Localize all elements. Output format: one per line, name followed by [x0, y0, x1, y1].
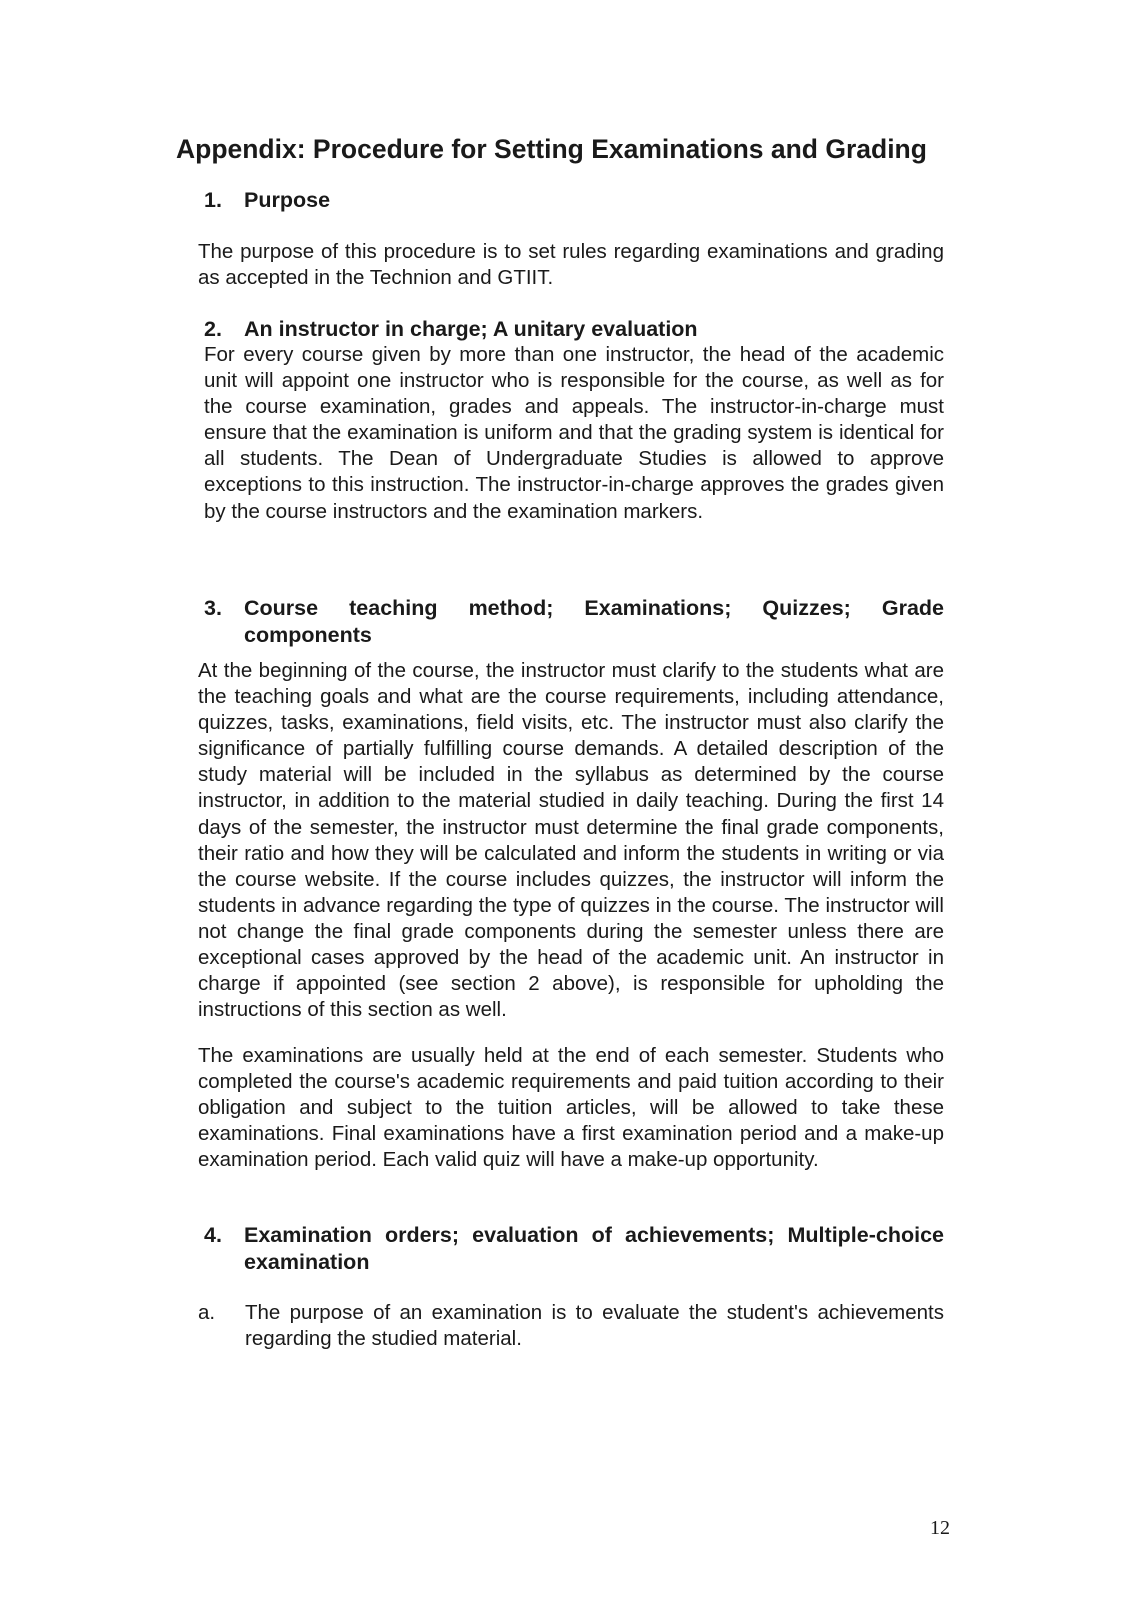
section-3-paragraph-2: The examinations are usually held at the end of each semester. Students who completed the course's academic requirements and paid tuition according to their obligation and subject to the tuition articles, will be allowed to take these examinations. Final examinations have a first examination period and a make-up examination period. Each valid quiz will have a make-up opportunity.: [198, 1044, 944, 1172]
section-2-title: An instructor in charge; A unitary evaluation: [244, 317, 698, 341]
section-1-title: Purpose: [244, 188, 331, 212]
section-4-heading: [204, 1222, 944, 1276]
item-letter: a.: [198, 1301, 216, 1324]
section-4-item-a: [198, 1300, 944, 1352]
page-title: Appendix: Procedure for Setting Examinations and Grading: [176, 134, 927, 164]
section-3-paragraph-1: At the beginning of the course, the instructor must clarify to the students what are the teaching goals and what are the course requirements, including attendance, quizzes, tasks, examinations, field visits, etc. The instructor must also clarify the significance of partially fulfilling course demands. A detailed description of the study material will be included in the syllabus as determined by the course instructor, in addition to the material studied in daily teaching. During the first 14 days of the semester, the instructor must determine the final grade components, their ratio and how they will be calculated and inform the students in writing or via the course website. If the course includes quizzes, the instructor will inform the students in advance regarding the type of quizzes in the course. The instructor will not change the final grade components during the semester unless there are exceptional cases approved by the head of the academic unit. An instructor in charge if appointed (see section 2 above), is responsible for upholding the instructions of this section as well.: [198, 659, 944, 1022]
section-2-number: 2.: [204, 317, 222, 341]
section-3-title: Course teaching method; Examinations; Quizzes; Grade components: [244, 596, 944, 647]
section-3-heading: [204, 595, 944, 649]
section-4-title: Examination orders; evaluation of achievements; Multiple-choice examination: [244, 1223, 944, 1274]
item-text: The purpose of an examination is to evaluate the student's achievements regarding the studied material.: [245, 1301, 944, 1351]
section-1-number: 1.: [204, 188, 222, 212]
page-number: 12: [930, 1517, 950, 1539]
section-2-paragraph: For every course given by more than one instructor, the head of the academic unit will appoint one instructor who is responsible for the course, as well as for the course examination, grades and appeals. The instructor-in-charge must ensure that the examination is uniform and that the grading system is identical for all students. The Dean of Undergraduate Studies is allowed to approve exceptions to this instruction. The instructor-in-charge approves the grades given by the course instructors and the examination markers.: [204, 343, 944, 523]
section-2-heading: [204, 316, 944, 343]
section-3-number: 3.: [204, 596, 222, 620]
section-1-paragraph: The purpose of this procedure is to set rules regarding examinations and grading as accepted in the Technion and GTIIT.: [198, 240, 944, 290]
section-4-number: 4.: [204, 1223, 222, 1247]
section-1-heading: [204, 187, 944, 214]
